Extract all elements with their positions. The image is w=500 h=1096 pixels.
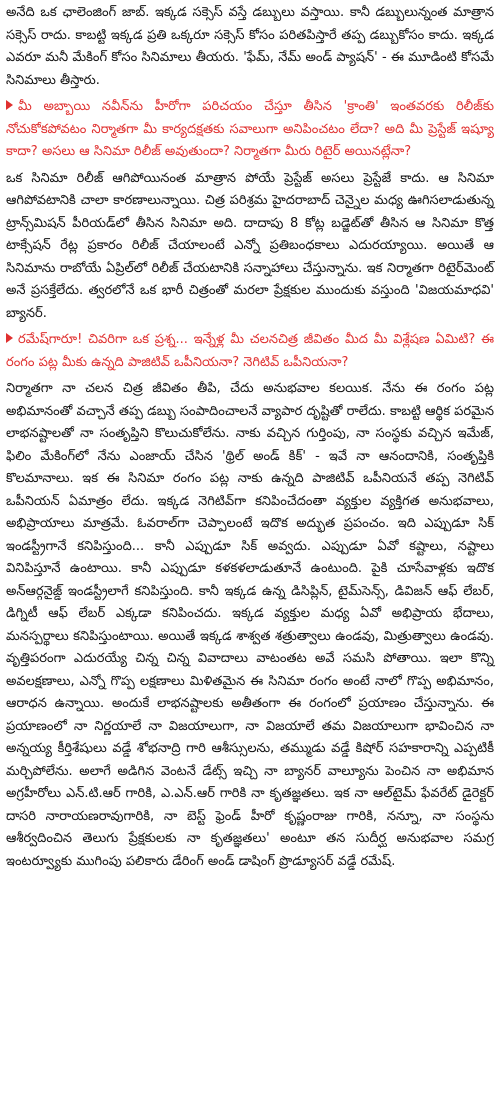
question-career-analysis (6, 329, 494, 374)
answer-paragraph-release: ఒక సినిమా రిలీజ్ ఆగిపోయినంత మాత్రాన పోయే ప్రెస్టేజ్ అసలు ప్రెస్టేజే కాదు. ఆ సినిమా ఆగిపోవటానికి చాలా కారణాలున్నాయి. చిత్ర పరిశ్రమ హైదరాబాద్ చెన్నైల మధ్య ఊగిసలాడుతున్న ట్రాన్స్‌మిషన్ పీరియడ్‌లో తీసిన సినిమా అది. దాదాపు 8 కోట్ల బడ్జెట్‌తో తీసిన ఆ సినిమా కొత్త టాక్సేషన్ రేట్ల ప్రకారం రిలీజ్ చేయాలంటే ఎన్నో ప్రతిబంధకాలు ఎదురయ్యాయి. అయితే ఆ సినిమాను రాబోయే ఏప్రిల్‌లో రిలీజ్ చేయటానికి సన్నాహాలు చేస్తున్నాను. ఇక నిర్మాతగా రిటైర్‌మెంట్ అనే ప్రసక్తేలేదు. త్వరలోనే ఒక భారీ చిత్రంతో మరలా ప్రేక్షకుల ముందుకు వస్తుంది 'విజయమాధవి' బ్యానర్. (6, 170, 494, 321)
question-text: మీ అబ్బాయి నవీన్‌ను హీరోగా పరిచయం చేస్తూ తీసిన 'క్రాంతి' ఇంతవరకు రిలీజ్‌కు నోచుకోకపోవటం నిర్మాతగా మీ కార్యదక్షతకు సవాలుగా అనిపించటం లేదా? అది మీ ప్రెస్టేజ్ ఇష్యూ కాదా? అసలు ఆ సినిమా రిలీజ్ అవుతుందా? నిర్మాతగా మీరు రిటైర్ అయినట్లేనా? (6, 99, 494, 159)
question-kranthi-release (6, 96, 494, 164)
answer-paragraph-career: నిర్మాతగా నా చలన చిత్ర జీవితం తీపి, చేదు అనుభవాల కలయిక. నేను ఈ రంగం పట్ల అభిమానంతో వచ్చానే తప్ప డబ్బు సంపాదించాలనే వ్యాపార దృష్టితో రాలేదు. కాబట్టి ఆర్థిక పరమైన లాభనష్టాలతో నా సంతృప్తిని కొలుచుకోలేను. నాకు వచ్చిన గుర్తింపు, నా సంస్థకు వచ్చిన ఇమేజ్, ఫిలిం మేకింగ్‌లో నేను ఎంజాయ్ చేసిన 'థ్రిల్ అండ్ కిక్' - ఇవే నా ఆనందానికి, సంతృప్తికి కొలమానాలు. ఇక ఈ సినిమా రంగం పట్ల నాకు ఉన్నది పాజిటివ్ ఒపీనియనే తప్ప నెగిటివ్ ఒపీనియన్ ఏమాత్రం లేదు. ఇక్కడ నెగిటివ్‌గా కనిపించేదంతా వ్యక్తుల వ్యక్తిగత అనుభవాలు, అభిప్రాయాలు మాత్రమే. ఓవరాల్‌గా చెప్పాలంటే ఇదొక అద్భుత ప్రపంచం. ఇది ఎప్పుడూ సిక్ ఇండస్ట్రీగానే కనిపిస్తుంది... కానీ ఎప్పుడూ సిక్ అవ్వదు. ఎప్పుడూ ఏవో కష్టాలు, నష్టాలు వినిపిస్తూనే ఉంటాయి. కానీ ఎప్పుడూ కళకళలాడుతూనే ఉంటుంది. పైకి చూసేవాళ్లకు ఇదొక అన్‌ఆర్గనైజ్డ్ ఇండస్ట్రీలాగే కనిపిస్తుంది. కానీ ఇక్కడ ఉన్న డిసిప్లిన్, టైమ్‌సెన్స్, డివిజన్ ఆఫ్ లేబర్, డిగ్నిటీ ఆఫ్ లేబర్ ఎక్కడా కనిపించదు. ఇక్కడ వ్యక్తుల మధ్య ఏవో అభిప్రాయ భేదాలు, మనస్పర్థాలు కనిపిస్తుంటాయి. అయితే ఇక్కడ శాశ్వత శత్రుత్వాలు ఉండవు, మిత్రుత్వాలు ఉండవు. వృత్తిపరంగా ఎదురయ్యే చిన్న చిన్న వివాదాలు వాటంతట అవే సమసి పోతాయి. ఇలా కొన్ని అవలక్షణాలు, ఎన్నో గొప్ప లక్షణాలు మిళితమైన ఈ సినిమా రంగం అంటే నాలో గొప్ప అభిమానం, ఆరాధన ఉన్నాయి. అందుకే లాభనష్టాలకు అతీతంగా ఈ రంగంలో ప్రయాణం చేస్తున్నాను. ఈ ప్రయాణంలో నా నిర్ణయాలే నా విజయాలుగా, నా విజయాలే తమ విజయాలుగా భావించిన నా అన్నయ్య కీర్తిశేషులు వడ్డే శోభనాద్రి గారి ఆశీస్సులను, తమ్ముడు వడ్డే కిషోర్ సహకారాన్ని ఎప్పటికీ మర్చిపోలేను. అలాగే అడిగిన వెంటనే డేట్స్ ఇచ్చి నా బ్యానర్ వాల్యూను పెంచిన నా అభిమాన అగ్రహీరోలు ఎన్.టి.ఆర్ గారికి, ఎ.ఎన్.ఆర్ గారికి నా కృతజ్ఞతలు. ఇక నా ఆల్‌టైమ్ ఫేవరేట్ డైరెక్టర్ దాసరి నారాయణరావుగారికి, నా బెస్ట్ ఫ్రెండ్ హీరో కృష్ణంరాజు గారికి, నన్నూ, నా సంస్థను ఆశీర్వదించిన తెలుగు ప్రేక్షకులకు నా కృతజ్ఞతలు' అంటూ తన సుదీర్ఘ అనుభవాల సమగ్ర ఇంటర్వ్యూకు ముగింపు పలికారు డేరింగ్ అండ్ డాషింగ్ ప్రొడ్యూసర్ వడ్డే రమేష్. (6, 381, 494, 869)
red-triangle-bullet-icon (6, 333, 13, 343)
answer-paragraph-intro: అనేది ఒక ఛాలెంజింగ్ జాబ్. ఇక్కడ సక్సెస్ వస్తే డబ్బులు వస్తాయి. కానీ డబ్బులున్నంత మాత్రాన సక్సెస్ రాదు. కాబట్టి ఇక్కడ ప్రతి ఒక్కరూ సక్సెస్ కోసం పరితపిస్తారే తప్ప డబ్బుకోసం కాదు. ఇక్కడ ఎవరూ మనీ మేకింగ్ కోసం సినిమాలు తీయరు. 'ఫేమ్, నేమ్ అండ్ ప్యాషన్' - ఈ మూడింటి కోసమే సినిమాలు తీస్తారు. (6, 5, 494, 88)
red-triangle-bullet-icon (6, 100, 13, 110)
question-text: రమేష్‌గారూ! చివరిగా ఒక ప్రశ్న... ఇన్నేళ్ల మీ చలనచిత్ర జీవితం మీద మీ విశ్లేషణ ఏమిటి? ఈ రంగం పట్ల మీకు ఉన్నది పాజిటివ్ ఒపీనియనా? నెగిటివ్ ఒపీనియనా? (6, 332, 494, 370)
